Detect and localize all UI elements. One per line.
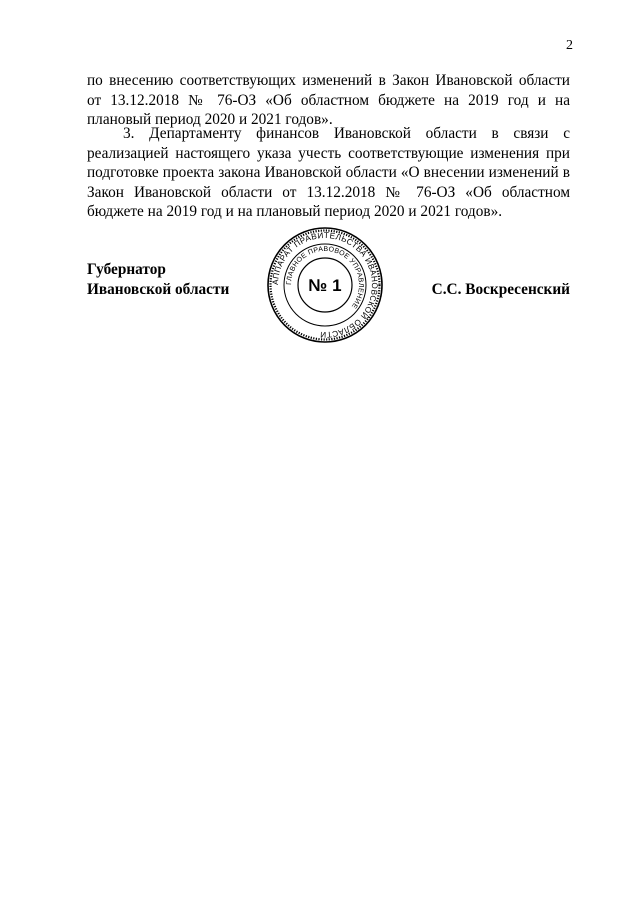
seal-inner-text: ГЛАВНОЕ ПРАВОВОЕ УПРАВЛЕНИЕ — [285, 245, 365, 310]
seal-center-number: № 1 — [308, 276, 342, 295]
signer-title-line-2: Ивановской области — [87, 280, 230, 298]
official-seal-stamp — [265, 225, 385, 345]
page-number: 2 — [566, 38, 573, 53]
signer-name: С.С. Воскресенский — [431, 280, 570, 298]
seal-ring-text: АППАРАТ ПРАВИТЕЛЬСТВА ИВАНОВСКОЙ ОБЛАСТИ — [270, 230, 380, 340]
signer-title — [87, 260, 229, 299]
paragraph-2: 3. Департаменту финансов Ивановской области в связи с реализацией настоящего указа учесть соответствующие изменения при подготовке проекта закона Ивановской области «О внесении изменений в Закон Ивановской области от 13.12.2018 № 76-ОЗ «Об областном бюджете на 2019 год и на плановый период 2020 и 2021 годов». — [87, 125, 570, 221]
signer-title-line-1: Губернатор — [87, 261, 166, 278]
paragraph-1: по внесению соответствующих изменений в Закон Ивановской области от 13.12.2018 № 76-ОЗ «Об областном бюджете на 2019 год и на плановый период 2020 и 2021 годов». — [87, 72, 570, 129]
